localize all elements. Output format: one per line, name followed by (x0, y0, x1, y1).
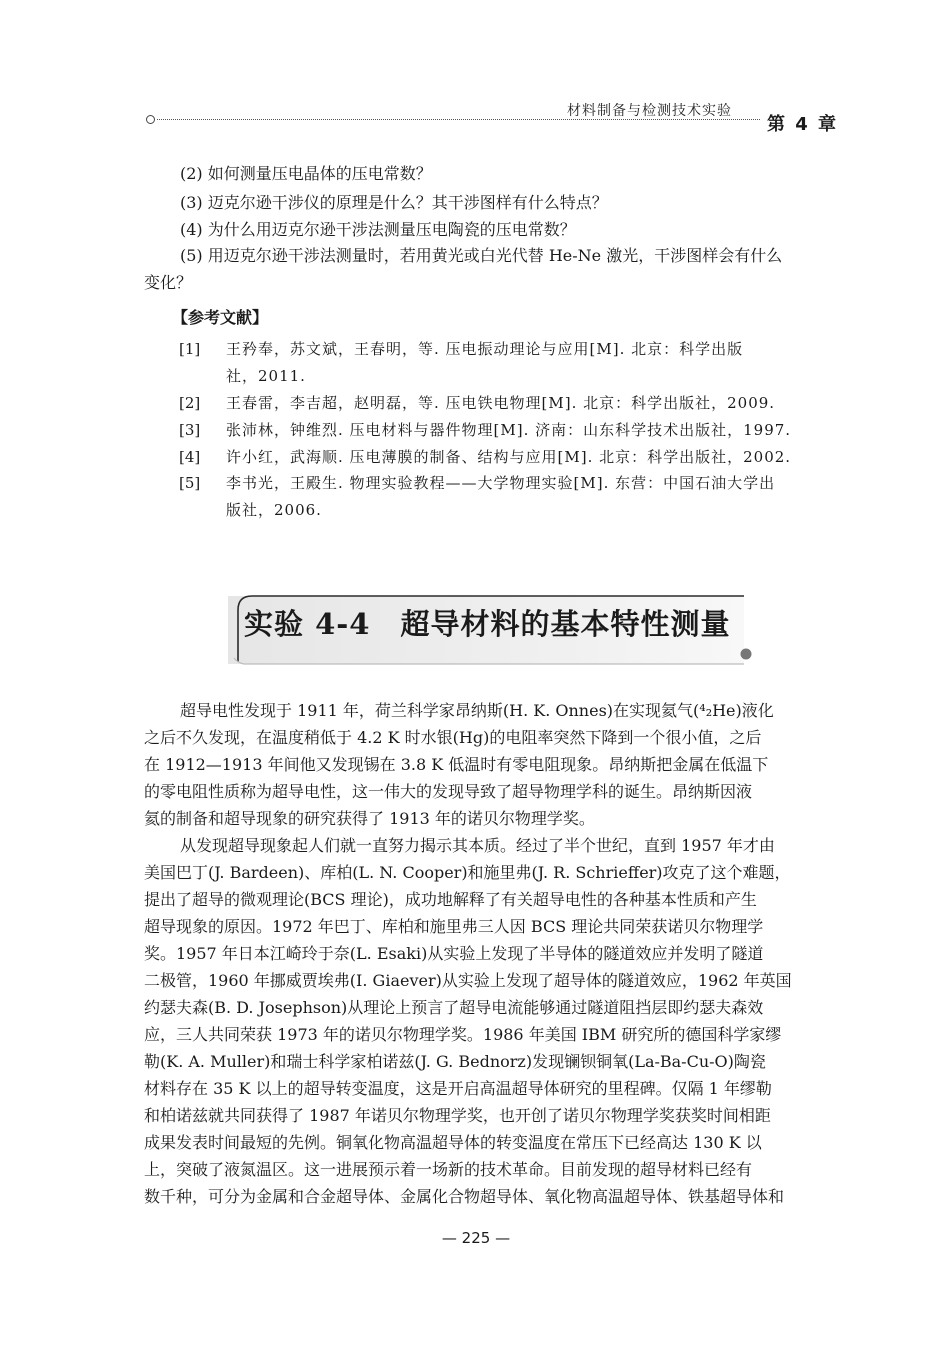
reference-text: 社，2011. (226, 367, 306, 385)
reference-number: [5] (179, 474, 201, 492)
question-item: 变化？ (144, 273, 193, 292)
body-line: 从发现超导现象起人们就一直努力揭示其本质。经过了半个世纪，直到 1957 年才由 (180, 836, 775, 855)
question-item: (3) 迈克尔逊干涉仪的原理是什么？其干涉图样有什么特点？ (180, 193, 608, 212)
body-line: 在 1912—1913 年间他又发现锡在 3.8 K 低温时有零电阻现象。昂纳斯把金属在低温下 (144, 755, 769, 774)
question-item: (2) 如何测量压电晶体的压电常数？ (180, 164, 432, 183)
reference-number: [2] (179, 394, 201, 412)
body-line: 数千种，可分为金属和合金超导体、金属化合物超导体、氧化物高温超导体、铁基超导体和 (144, 1187, 785, 1206)
body-line: 超导现象的原因。1972 年巴丁、库柏和施里弗三人因 BCS 理论共同荣获诺贝尔物理学 (144, 917, 764, 936)
reference-number: [4] (179, 448, 201, 466)
references-heading: 【参考文献】 (172, 308, 269, 327)
reference-number: [3] (179, 421, 201, 439)
question-item: (4) 为什么用迈克尔逊干涉法测量压电陶瓷的压电常数？ (180, 220, 576, 239)
reference-text: 张沛林，钟维烈. 压电材料与器件物理[M]. 济南：山东科学技术出版社，1997. (226, 421, 792, 439)
body-line: 美国巴丁(J. Bardeen)、库柏(L. N. Cooper)和施里弗(J. R. Schrieffer)攻克了这个难题， (144, 863, 791, 882)
section-title (244, 602, 731, 643)
page-number: — 225 — (441, 1229, 511, 1247)
body-line: 之后不久发现，在温度稍低于 4.2 K 时水银(Hg)的电阻率突然下降到一个很小值，之后 (144, 728, 762, 747)
question-item: (5) 用迈克尔逊干涉法测量时，若用黄光或白光代替 He-Ne 激光，干涉图样会有什么 (180, 246, 783, 265)
body-line: 超导电性发现于 1911 年，荷兰科学家昂纳斯(H. K. Onnes)在实现氦气(⁴₂He)液化 (180, 701, 774, 720)
chapter-label: 第 4 章 (767, 114, 837, 135)
body-line: 约瑟夫森(B. D. Josephson)从理论上预言了超导电流能够通过隧道阻挡层即约瑟夫森效 (144, 998, 764, 1017)
reference-text: 许小红，武海顺. 压电薄膜的制备、结构与应用[M]. 北京：科学出版社，2002. (226, 448, 792, 466)
reference-number: [1] (179, 340, 201, 358)
section-title-text: 超导材料的基本特性测量 (400, 607, 731, 641)
book-title: 材料制备与检测技术实验 (567, 103, 732, 119)
body-line: 成果发表时间最短的先例。铜氧化物高温超导体的转变温度在常压下已经高达 130 K 以 (144, 1133, 762, 1152)
body-line: 和柏诺兹就共同获得了 1987 年诺贝尔物理学奖，也开创了诺贝尔物理学奖获奖时间相距 (144, 1106, 771, 1125)
body-line: 应，三人共同荣获 1973 年的诺贝尔物理学奖。1986 年美国 IBM 研究所的德国科学家缪 (144, 1025, 782, 1044)
body-line: 勒(K. A. Muller)和瑞士科学家柏诺兹(J. G. Bednorz)发现镧钡铜氧(La-Ba-Cu-O)陶瓷 (144, 1052, 766, 1071)
body-line: 的零电阻性质称为超导电性，这一伟大的发现导致了超导物理学科的诞生。昂纳斯因液 (144, 782, 753, 801)
body-line: 二极管，1960 年挪威贾埃弗(I. Giaever)从实验上发现了超导体的隧道效应，1962 年英国 (144, 971, 792, 990)
body-line: 奖。1957 年日本江崎玲于奈(L. Esaki)从实验上发现了半导体的隧道效应并发明了隧道 (144, 944, 764, 963)
header-ornament-circle (146, 115, 155, 124)
reference-text: 版社，2006. (226, 501, 322, 519)
reference-text: 李书光，王殿生. 物理实验教程——大学物理实验[M]. 东营：中国石油大学出 (226, 474, 776, 492)
body-line: 上，突破了液氮温区。这一进展预示着一场新的技术革命。目前发现的超导材料已经有 (144, 1160, 753, 1179)
body-line: 提出了超导的微观理论(BCS 理论)，成功地解释了有关超导电性的各种基本性质和产生 (144, 890, 757, 909)
reference-text: 王矜奉，苏文斌，王春明，等. 压电振动理论与应用[M]. 北京：科学出版 (226, 340, 744, 358)
body-line: 材料存在 35 K 以上的超导转变温度，这是开启高温超导体研究的里程碑。仅隔 1 年缪勒 (144, 1079, 772, 1098)
section-title-box (228, 588, 764, 665)
body-line: 氦的制备和超导现象的研究获得了 1913 年的诺贝尔物理学奖。 (144, 809, 595, 828)
reference-text: 王春雷，李吉超，赵明磊，等. 压电铁电物理[M]. 北京：科学出版社，2009. (226, 394, 776, 412)
section-number: 实验 4-4 (244, 607, 371, 641)
